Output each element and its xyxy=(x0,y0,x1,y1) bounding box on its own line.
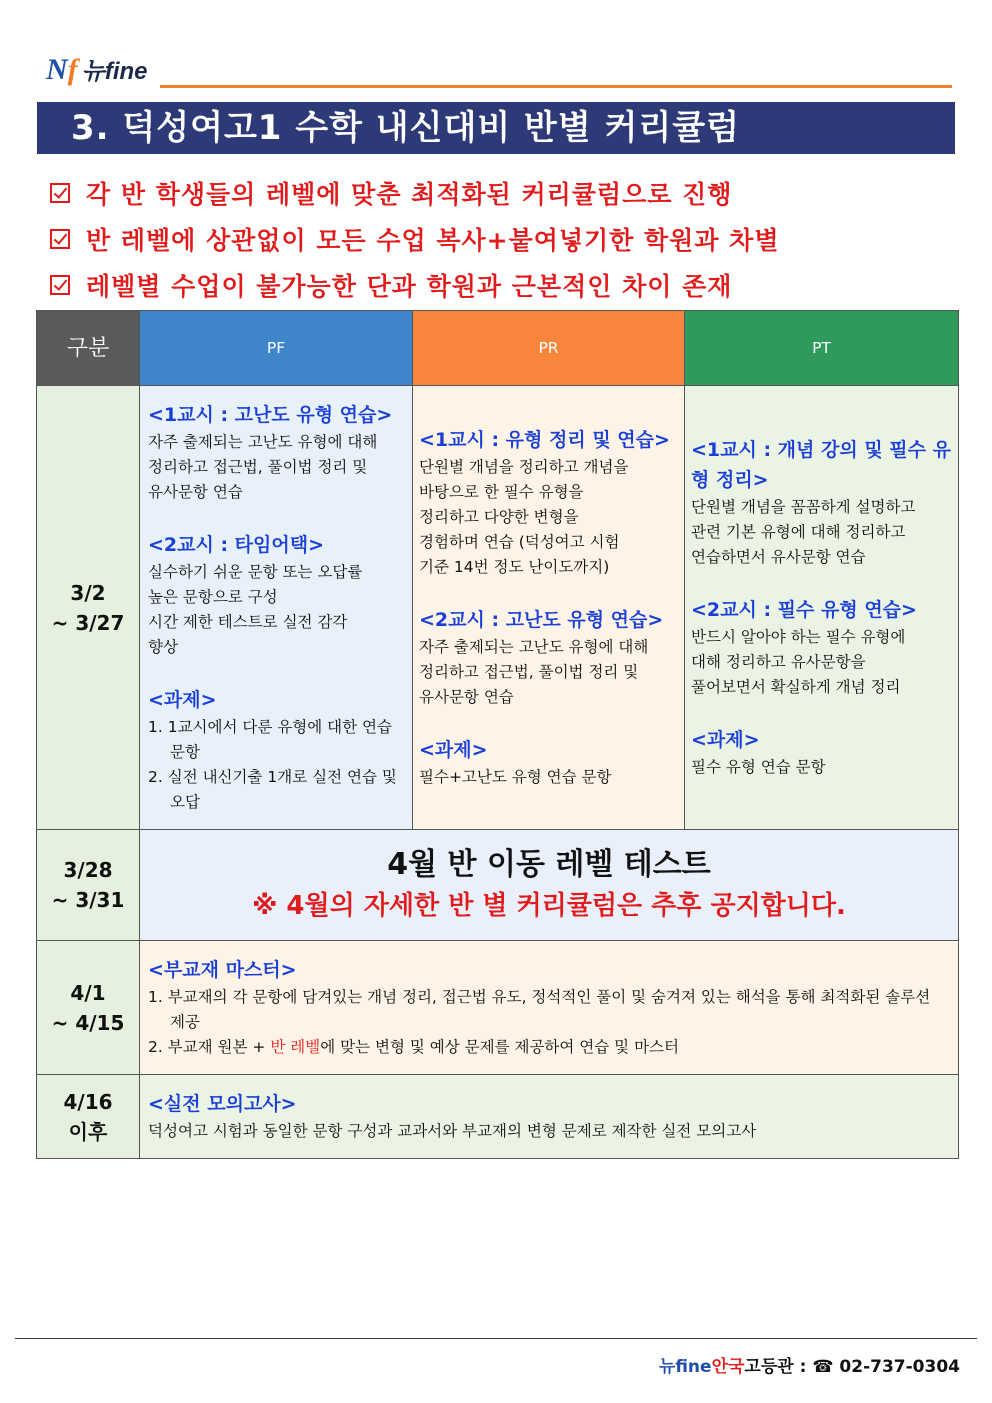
textbook-master-cell xyxy=(140,941,959,1075)
text-line: 향상 xyxy=(148,638,178,656)
text-line: 자주 출제되는 고난도 유형에 대해 xyxy=(419,638,649,656)
feature-text: 각 반 학생들의 레벨에 맞춘 최적화된 커리큘럼으로 진행 xyxy=(86,180,733,209)
text-line: 대해 정리하고 유사문항을 xyxy=(691,653,866,671)
section-title: <실전 모의고사> xyxy=(148,1093,297,1115)
pf-session-1 xyxy=(148,400,406,505)
text-line: 반드시 알아야 하는 필수 유형에 xyxy=(691,628,906,646)
text-line: 유사문항 연습 xyxy=(148,483,243,501)
level-test-note: ※ 4월의 자세한 반 별 커리큘럼은 추후 공지합니다. xyxy=(252,891,846,921)
pf-cell xyxy=(140,386,413,830)
text-line: 단원별 개념을 꼼꼼하게 설명하고 xyxy=(691,498,916,516)
section-title: <1교시 : 개념 강의 및 필수 유형 정리> xyxy=(691,439,951,491)
section-title: <부교재 마스터> xyxy=(148,959,297,981)
pt-session-1 xyxy=(691,435,952,570)
date-cell xyxy=(37,386,140,830)
date-end: 이후 xyxy=(68,1119,108,1144)
table-header-row xyxy=(37,311,959,386)
feature-list xyxy=(50,170,779,308)
pt-session-2 xyxy=(691,595,952,700)
date-start: 3/2 xyxy=(70,580,106,605)
date-start: 4/16 xyxy=(63,1089,113,1114)
text-line: 시간 제한 테스트로 실전 감각 xyxy=(148,613,348,631)
text-line: 연습하면서 유사문항 연습 xyxy=(691,548,866,566)
mock-exam-cell xyxy=(140,1075,959,1159)
pr-cell xyxy=(413,386,685,830)
header-pf: PF xyxy=(140,311,413,386)
section-title: <2교시 : 고난도 유형 연습> xyxy=(419,609,664,631)
list-item: 2. 실전 내신기출 1개로 실전 연습 및 오답 xyxy=(148,768,397,811)
list-item: 1. 부교재의 각 문항에 담겨있는 개념 정리, 접근법 유도, 정석적인 풀이 및 숨겨져 있는 해석을 통해 최적화된 솔루션 제공 xyxy=(148,988,931,1031)
pt-homework xyxy=(691,725,952,780)
section-title: <2교시 : 필수 유형 연습> xyxy=(691,599,917,621)
date-cell xyxy=(37,830,140,941)
level-test-title: 4월 반 이동 레벨 테스트 xyxy=(387,847,711,882)
text-line: 필수 유형 연습 문항 xyxy=(691,758,826,776)
feature-text: 반 레벨에 상관없이 모든 수업 복사+붙여넣기한 학원과 차별 xyxy=(86,226,780,255)
text-line: 유사문항 연습 xyxy=(419,688,514,706)
text-line: 덕성여고 시험과 동일한 문항 구성과 교과서와 부교재의 변형 문제로 제작한 실전 모의고사 xyxy=(148,1122,757,1140)
text-line: 바탕으로 한 필수 유형을 xyxy=(419,483,584,501)
date-end: ~ 3/27 xyxy=(51,610,125,635)
feature-item xyxy=(50,170,779,216)
page-title: 3. 덕성여고1 수학 내신대비 반별 커리큘럼 xyxy=(37,102,955,154)
pf-session-2 xyxy=(148,530,406,660)
text-line: 단원별 개념을 정리하고 개념을 xyxy=(419,458,629,476)
pr-session-2 xyxy=(419,605,678,710)
date-start: 3/28 xyxy=(63,858,113,882)
text-line: 풀어보면서 확실하게 개념 정리 xyxy=(691,678,901,696)
text-line: 관련 기본 유형에 대해 정리하고 xyxy=(691,523,906,541)
footer-contact xyxy=(659,1352,960,1377)
footer-brand: 뉴fine xyxy=(658,1357,712,1377)
section-title: <2교시 : 타임어택> xyxy=(148,534,325,556)
checkbox-icon xyxy=(50,183,70,203)
text-line: 자주 출제되는 고난도 유형에 대해 xyxy=(148,433,378,451)
list-item: 1. 1교시에서 다룬 유형에 대한 연습 문항 xyxy=(148,718,392,761)
date-cell xyxy=(37,1075,140,1159)
pf-homework xyxy=(148,685,406,815)
feature-item xyxy=(50,216,779,262)
checkbox-icon xyxy=(50,275,70,295)
pr-session-1 xyxy=(419,425,678,580)
text-line: 기준 14번 정도 난이도까지) xyxy=(419,558,610,576)
footer-branch: 안국 xyxy=(711,1357,745,1377)
logo xyxy=(46,55,148,85)
text-line: 경험하며 연습 (덕성여고 시험 xyxy=(419,533,620,551)
curriculum-table xyxy=(36,310,959,1159)
text-line: 높은 문항으로 구성 xyxy=(148,588,278,606)
header-gubun: 구분 xyxy=(37,311,140,386)
section-title: <과제> xyxy=(419,739,488,761)
feature-item xyxy=(50,262,779,308)
text-line: 정리하고 접근법, 풀이법 정리 및 xyxy=(419,663,639,681)
logo-text: 뉴fine xyxy=(81,58,148,85)
text-line: 실수하기 쉬운 문항 또는 오답률 xyxy=(148,563,363,581)
table-row xyxy=(37,830,959,941)
text-line: 필수+고난도 유형 연습 문항 xyxy=(419,768,612,786)
highlight-text: 반 레벨 xyxy=(270,1038,321,1056)
pr-homework xyxy=(419,735,678,790)
footer-phone: 고등관 : ☎ 02-737-0304 xyxy=(744,1357,960,1377)
section-title: <1교시 : 유형 정리 및 연습> xyxy=(419,429,670,451)
section-title: <과제> xyxy=(691,729,760,751)
date-start: 4/1 xyxy=(70,980,106,1005)
text-line: 정리하고 다양한 변형을 xyxy=(419,508,579,526)
checkbox-icon xyxy=(50,229,70,249)
pt-cell xyxy=(685,386,959,830)
logo-mark-icon: Nf xyxy=(46,53,78,86)
date-end: ~ 4/15 xyxy=(51,1010,125,1035)
header-divider xyxy=(160,85,952,88)
text-line: 정리하고 접근법, 풀이법 정리 및 xyxy=(148,458,368,476)
header-pt: PT xyxy=(685,311,959,386)
table-row xyxy=(37,941,959,1075)
date-end: ~ 3/31 xyxy=(51,888,125,912)
header-pr: PR xyxy=(413,311,685,386)
section-title: <과제> xyxy=(148,689,217,711)
feature-text: 레벨별 수업이 불가능한 단과 학원과 근본적인 차이 존재 xyxy=(86,272,733,301)
date-cell xyxy=(37,941,140,1075)
list-item: 2. 부교재 원본 + 반 레벨에 맞는 변형 및 예상 문제를 제공하여 연습 및 마스터 xyxy=(148,1038,679,1056)
table-row xyxy=(37,386,959,830)
section-title: <1교시 : 고난도 유형 연습> xyxy=(148,404,393,426)
level-test-cell xyxy=(140,830,959,941)
footer-divider xyxy=(15,1338,977,1339)
table-row xyxy=(37,1075,959,1159)
